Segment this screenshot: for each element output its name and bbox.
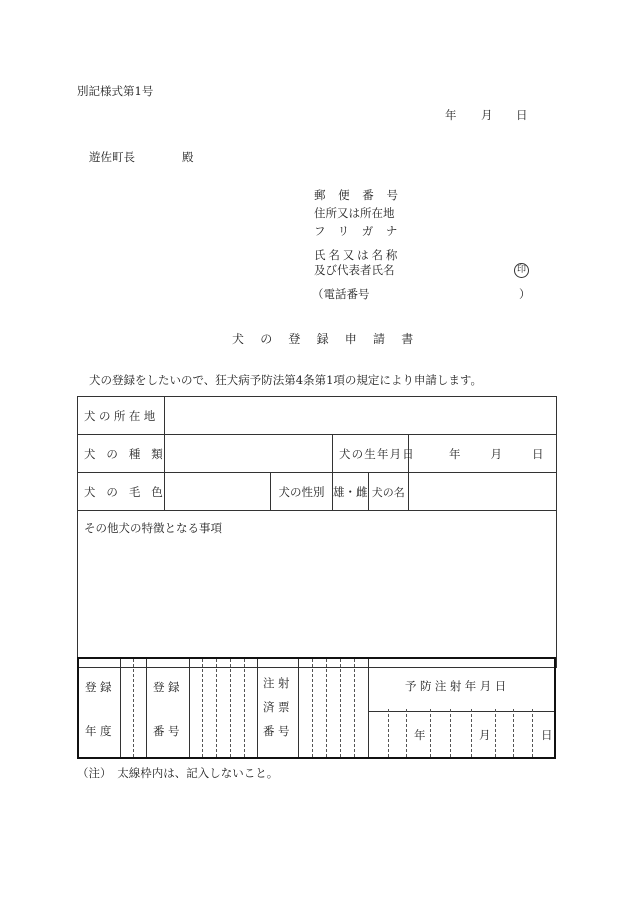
sex-label: 犬の性別 (271, 473, 333, 511)
birthdate-label: 犬の生年月日 (333, 435, 409, 473)
addressee: 遊佐町長 (89, 150, 135, 164)
sex-options[interactable]: 雄・雌 (333, 484, 368, 499)
inj-label-1: 注射 (263, 676, 293, 690)
vacc-year-label: 年 (414, 728, 426, 742)
color-field[interactable] (165, 473, 271, 511)
color-label: 犬の毛色 (78, 473, 165, 511)
furigana-label: フリガナ (314, 224, 411, 238)
name-label-2: 及び代表者氏名 (314, 263, 395, 277)
inj-label-2: 済票 (263, 700, 293, 714)
date-year-label: 年 (445, 108, 457, 122)
location-label: 犬の所在地 (78, 397, 165, 435)
name-label-1: 氏名又は名称 (314, 248, 401, 262)
postal-code-label: 郵便番号 (314, 188, 411, 202)
form-number: 別記様式第1号 (77, 84, 154, 98)
office-use-section (77, 657, 556, 759)
reg-number-label-1: 登録 (153, 680, 183, 694)
phone-label: （電話番号 (312, 287, 370, 301)
seal-icon: 印 (514, 263, 529, 278)
vacc-month-label: 月 (479, 728, 491, 742)
footnote: （注） 太線枠内は、記入しないこと。 (77, 766, 279, 780)
location-field[interactable] (165, 397, 557, 435)
intro-text: 犬の登録をしたいので、狂犬病予防法第4条第1項の規定により申請します。 (89, 373, 482, 387)
sex-field[interactable] (333, 473, 409, 511)
reg-year-label-2: 年度 (85, 724, 115, 738)
breed-label: 犬の種類 (78, 435, 165, 473)
address-label: 住所又は所在地 (314, 206, 395, 220)
breed-field[interactable] (165, 435, 333, 473)
date-month-label: 月 (481, 108, 493, 122)
application-table (77, 396, 557, 668)
reg-number-label-2: 番号 (153, 724, 183, 738)
date-day-label: 日 (516, 108, 528, 122)
features-field[interactable]: その他犬の特徴となる事項 (78, 511, 557, 668)
dog-name-field[interactable] (409, 473, 557, 511)
page-title: 犬の登録申請書 (232, 332, 430, 346)
vacc-date-label: 予防注射年月日 (405, 679, 510, 693)
reg-year-label-1: 登録 (85, 680, 115, 694)
honorific: 殿 (182, 150, 194, 164)
vacc-day-label: 日 (541, 728, 553, 742)
inj-label-3: 番号 (263, 724, 293, 738)
birthdate-field[interactable]: 年 月 日 (409, 435, 557, 473)
phone-close: ） (519, 287, 531, 301)
dog-name-label: 犬の名 (371, 485, 405, 499)
